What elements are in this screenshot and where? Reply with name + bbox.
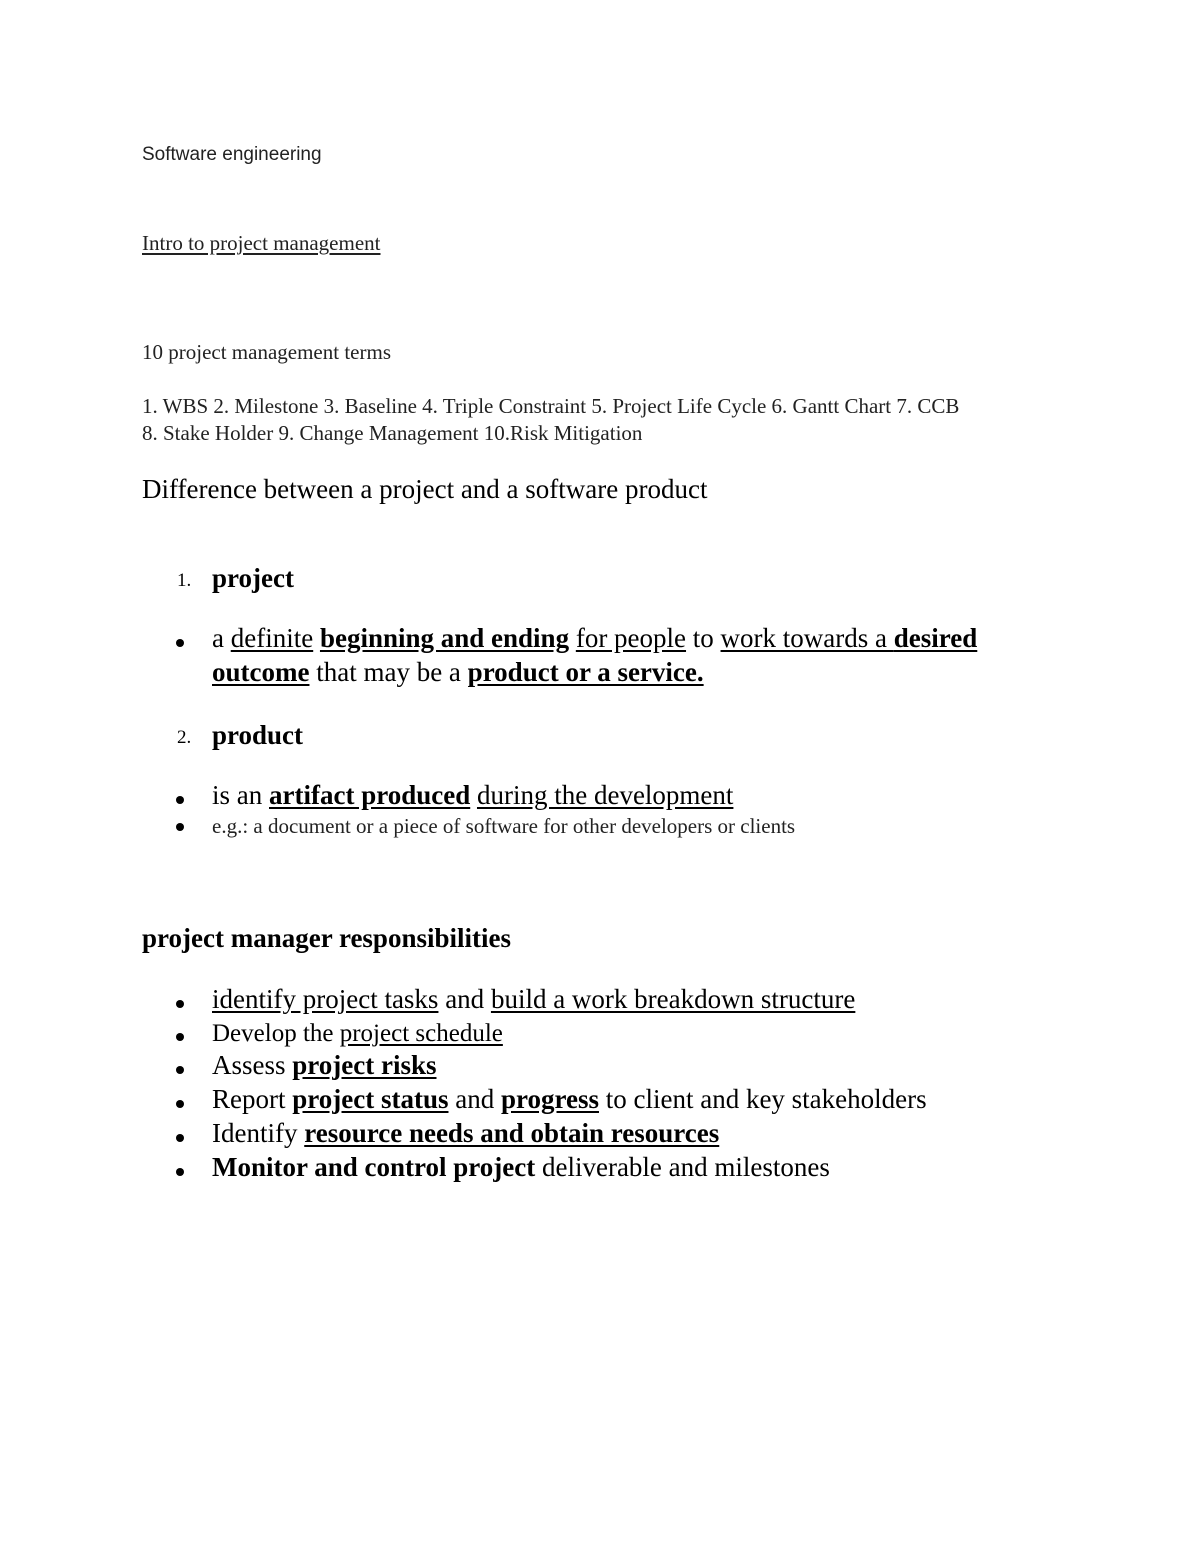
- section-subtitle: Intro to project management: [142, 231, 381, 255]
- responsibility-item-4: [212, 1084, 927, 1115]
- text-run: Develop the: [212, 1020, 340, 1047]
- text-run: during the development: [476, 780, 734, 810]
- bullet-icon: [176, 1168, 184, 1176]
- bullet-icon: [176, 639, 184, 647]
- text-run: product or a service.: [467, 657, 704, 687]
- terms-list-line-1: 1. WBS 2. Milestone 3. Baseline 4. Triple Constraint 5. Project Life Cycle 6. Gantt Chart 7. CCB: [142, 394, 960, 418]
- text-run: for people: [575, 623, 687, 653]
- text-run: to client and key stakeholders: [598, 1084, 927, 1114]
- project-definition-line-2: [212, 657, 704, 688]
- text-run: that may be a: [309, 657, 468, 687]
- text-run: outcome: [212, 657, 310, 687]
- bullet-icon: [176, 1100, 184, 1108]
- responsibility-item-3: [212, 1050, 437, 1081]
- bullet-icon: [176, 1066, 184, 1074]
- text-run: identify project tasks: [212, 984, 439, 1014]
- terms-list-line-2: 8. Stake Holder 9. Change Management 10.Risk Mitigation: [142, 421, 643, 445]
- text-run: work towards a: [720, 623, 894, 653]
- bullet-icon: [176, 1134, 184, 1142]
- text-run: Report: [212, 1084, 293, 1114]
- text-run: [569, 623, 576, 653]
- text-run: definite: [230, 623, 314, 653]
- text-run: deliverable and milestones: [535, 1152, 830, 1182]
- project-heading: project: [212, 563, 294, 593]
- text-run: a: [212, 623, 231, 653]
- document-title: Software engineering: [142, 144, 322, 165]
- text-run: and: [448, 1084, 501, 1114]
- project-definition-line-1: [212, 623, 977, 654]
- responsibility-item-2: [212, 1020, 503, 1048]
- bullet-icon: [176, 823, 184, 831]
- list-number-1: 1.: [177, 570, 192, 591]
- product-definition: [212, 780, 733, 811]
- text-run: to: [686, 623, 721, 653]
- text-run: and: [438, 984, 491, 1014]
- text-run: resource needs and obtain resources: [304, 1118, 720, 1148]
- difference-heading: Difference between a project and a software product: [142, 474, 708, 504]
- text-run: project status: [292, 1084, 449, 1114]
- product-example: e.g.: a document or a piece of software for other developers or clients: [212, 814, 796, 838]
- text-run: project risks: [292, 1050, 437, 1080]
- responsibility-item-6: [212, 1152, 830, 1183]
- text-run: [470, 780, 477, 810]
- terms-heading: 10 project management terms: [142, 340, 391, 364]
- text-run: beginning and ending: [319, 623, 570, 653]
- text-run: desired: [893, 623, 978, 653]
- bullet-icon: [176, 796, 184, 804]
- text-run: is an: [212, 780, 269, 810]
- text-run: artifact produced: [269, 780, 471, 810]
- text-run: Identify: [212, 1118, 305, 1148]
- bullet-icon: [176, 1033, 184, 1041]
- responsibility-item-5: [212, 1118, 719, 1149]
- text-run: progress: [500, 1084, 599, 1114]
- text-run: Monitor and control project: [212, 1152, 536, 1182]
- text-run: [313, 623, 320, 653]
- text-run: Assess: [212, 1050, 293, 1080]
- responsibility-item-1: [212, 984, 855, 1015]
- list-number-2: 2.: [177, 727, 192, 748]
- responsibilities-heading: project manager responsibilities: [142, 923, 511, 953]
- bullet-icon: [176, 1000, 184, 1008]
- text-run: project schedule: [339, 1020, 503, 1047]
- text-run: build a work breakdown structure: [490, 984, 856, 1014]
- product-heading: product: [212, 720, 304, 750]
